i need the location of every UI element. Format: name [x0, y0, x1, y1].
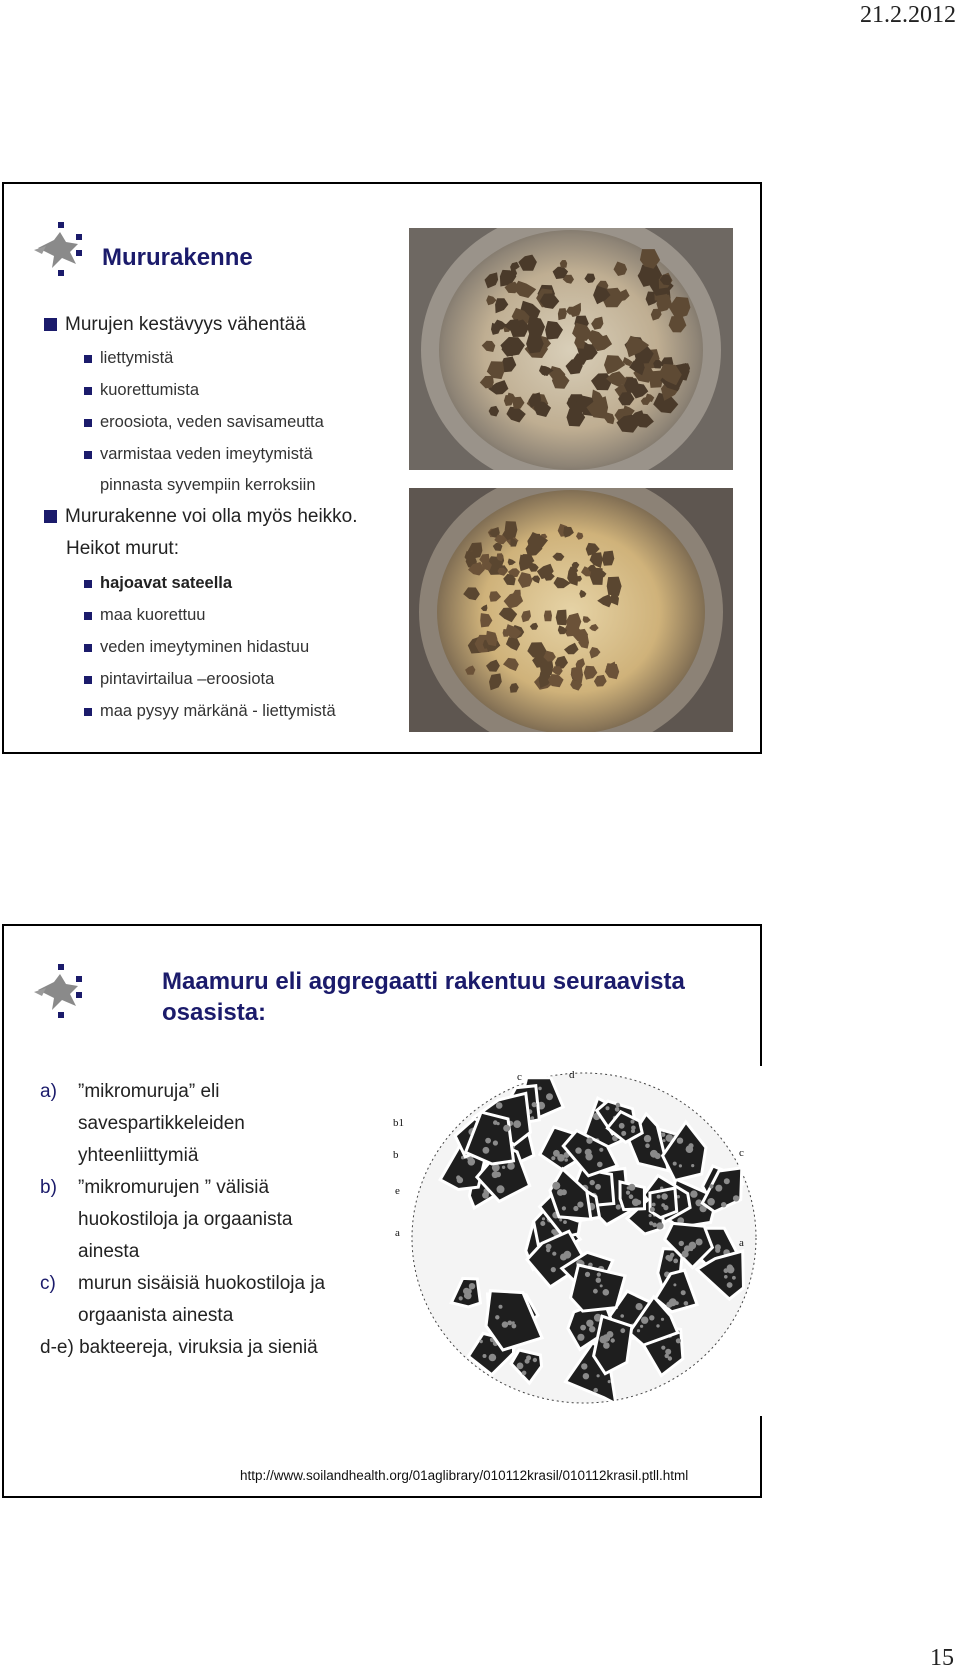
- source-url[interactable]: http://www.soilandhealth.org/01aglibrary/010112krasil/010112krasil.ptll.html: [240, 1468, 689, 1483]
- sub-bullet: kuorettumista: [84, 381, 199, 400]
- soil-aggregates-photo-dispersed: [409, 488, 733, 732]
- list-item: d-e) bakteereja, viruksia ja sieniä: [40, 1337, 318, 1358]
- bullet-square-icon: [84, 387, 92, 395]
- list-item-continuation: yhteenliittymiä: [78, 1145, 199, 1166]
- university-logo-icon: [32, 962, 96, 1022]
- sub-bullet: maa pysyy märkänä - liettymistä: [84, 702, 336, 721]
- list-item: a) ”mikromuruja” eli: [40, 1081, 220, 1102]
- bullet-square-icon: [84, 676, 92, 684]
- list-item-continuation: savespartikkeleiden: [78, 1113, 245, 1134]
- bullet-weak-structure: Mururakenne voi olla myös heikko.: [44, 506, 358, 528]
- bullet-square-icon: [84, 580, 92, 588]
- sub-bullet: veden imeytyminen hidastuu: [84, 638, 309, 657]
- list-item: b) ”mikromurujen ” välisiä: [40, 1177, 270, 1198]
- sub-bullet-continuation: pinnasta syvempiin kerroksiin: [100, 476, 316, 494]
- slide-title: Maamuru eli aggregaatti rakentuu seuraavista osasista:: [162, 968, 685, 1026]
- bullet-square-icon: [84, 419, 92, 427]
- slide-mururakenne: [2, 182, 762, 754]
- bullet-square-icon: [84, 644, 92, 652]
- bullet-square-icon: [84, 612, 92, 620]
- diagram-label-c-right: c: [739, 1147, 744, 1159]
- soil-aggregates-photo-intact: [409, 228, 733, 470]
- diagram-label-b1: b1: [393, 1117, 404, 1129]
- bullet-square-icon: [44, 318, 57, 331]
- diagram-label-a: a: [395, 1227, 400, 1239]
- sub-bullet: varmistaa veden imeytymistä: [84, 445, 313, 464]
- bullet-durability: Murujen kestävyys vähentää: [44, 314, 306, 336]
- sub-bullet: eroosiota, veden savisameutta: [84, 413, 324, 432]
- bullet-continuation: Heikot murut:: [66, 538, 179, 559]
- diagram-label-b: b: [393, 1149, 399, 1161]
- bullet-square-icon: [84, 451, 92, 459]
- bullet-square-icon: [44, 510, 57, 523]
- diagram-label-e: e: [395, 1185, 400, 1197]
- diagram-label-a-right: a: [739, 1237, 744, 1249]
- sub-bullet: maa kuorettuu: [84, 606, 205, 625]
- slide-aggregate-structure: [2, 924, 762, 1498]
- bullet-square-icon: [84, 708, 92, 716]
- bullet-square-icon: [84, 355, 92, 363]
- sub-bullet: pintavirtailua –eroosiota: [84, 670, 274, 689]
- page-date: 21.2.2012: [860, 2, 956, 28]
- diagram-label-c: c: [517, 1071, 522, 1083]
- list-item-continuation: huokostiloja ja orgaanista: [78, 1209, 293, 1230]
- sub-bullet: hajoavat sateella: [84, 574, 232, 593]
- list-item: c) murun sisäisiä huokostiloja ja: [40, 1273, 326, 1294]
- sub-bullet: liettymistä: [84, 349, 173, 368]
- aggregate-microstructure-diagram: [389, 1066, 764, 1416]
- university-logo-icon: [32, 220, 96, 280]
- slide-title: Mururakenne: [102, 244, 253, 271]
- page-number: 15: [930, 1645, 954, 1671]
- list-item-continuation: orgaanista ainesta: [78, 1305, 234, 1326]
- diagram-label-d: d: [569, 1069, 575, 1081]
- list-item-continuation: ainesta: [78, 1241, 140, 1262]
- aggregate-components-list: [40, 1076, 325, 1364]
